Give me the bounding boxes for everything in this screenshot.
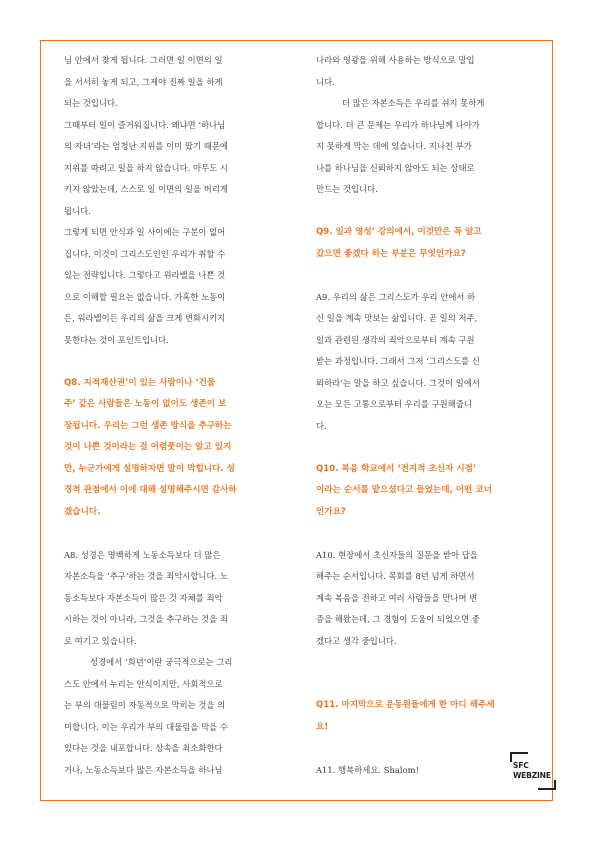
body-paragraph bbox=[64, 222, 278, 351]
body-paragraph bbox=[316, 287, 530, 438]
text-line: 든, 워라밸이든 우리의 삶을 크게 변화시키지 bbox=[64, 313, 226, 323]
spacer bbox=[316, 652, 530, 674]
text-line: 는 부의 대물림이 자동적으로 막히는 것을 의 bbox=[64, 700, 226, 710]
spacer bbox=[316, 523, 530, 545]
logo-text bbox=[513, 761, 551, 780]
text-line: A10. 현장에서 초신자들의 질문을 받아 답을 bbox=[316, 549, 478, 560]
body-paragraph bbox=[64, 50, 278, 115]
text-line: 되는 것입니다. bbox=[64, 98, 118, 108]
question-line: 겠습니다. bbox=[64, 506, 101, 517]
spacer bbox=[64, 351, 278, 373]
question-line: 이라는 순서를 맡으셨다고 들었는데, 어떤 코너 bbox=[316, 485, 492, 495]
body-paragraph bbox=[316, 50, 530, 93]
text-line: 으로 이해할 필요는 없습니다. 가혹한 노동이 bbox=[64, 291, 226, 302]
question-line: Q10. 복음 학교에서 ‘전지적 초신자 시점’ bbox=[316, 463, 477, 474]
sfc-webzine-logo bbox=[510, 752, 556, 790]
text-line: 받는 과정입니다. 그래서 그저 ‘그리스도를 신 bbox=[316, 356, 480, 366]
question-line: 주’ 같은 사람들은 노동이 없이도 생존이 보 bbox=[64, 399, 227, 409]
text-line: 지 못하게 막는 데에 있습니다. 지나친 부가 bbox=[316, 141, 472, 151]
question-line: 인가요? bbox=[316, 506, 346, 517]
text-line: 못한다는 것이 포인트입니다. bbox=[64, 334, 169, 345]
question-heading bbox=[316, 459, 530, 524]
text-line: 미합니다. 이는 우리가 부의 대물림을 막을 수 bbox=[64, 721, 228, 732]
question-line: 요! bbox=[316, 721, 329, 732]
text-line: 증을 해왔는데, 그 경험이 도움이 되었으면 좋 bbox=[316, 614, 480, 624]
body-paragraph bbox=[64, 545, 278, 653]
logo-bracket-bottom bbox=[538, 780, 556, 790]
text-line: 다. bbox=[316, 420, 327, 431]
text-line: 니다. bbox=[316, 76, 335, 87]
text-line: 집니다. 이것이 그리스도인인 우리가 취할 수 bbox=[64, 248, 226, 259]
right-column bbox=[316, 50, 530, 781]
spacer bbox=[64, 523, 278, 545]
question-line: 장됩니다. 우리는 그런 생존 방식을 추구하는 bbox=[64, 420, 232, 431]
text-line: 나를 하나님을 신뢰하지 않아도 되는 상태로 bbox=[316, 162, 475, 173]
question-line: Q11. 마지막으로 운동원들에게 한 마디 해주세 bbox=[316, 700, 495, 710]
text-line: A11. 행복하세요. Shalom! bbox=[316, 764, 419, 775]
spacer bbox=[316, 437, 530, 459]
question-heading bbox=[64, 373, 278, 524]
text-line: 의 자녀’라는 엄청난 지위를 이미 땄기 때문에 bbox=[64, 141, 228, 151]
spacer bbox=[316, 201, 530, 223]
question-line: 만, 누군가에게 설명하자면 말이 막힙니다. 성 bbox=[64, 463, 235, 474]
logo-line-1: SFC bbox=[513, 761, 529, 770]
body-paragraph bbox=[316, 545, 530, 653]
text-line: 자본소득을 ‘추구’하는 것을 죄악시합니다. 노 bbox=[64, 571, 228, 581]
left-column bbox=[64, 50, 278, 781]
text-line: A8. 성경은 명백하게 노동소득보다 더 많은 bbox=[64, 549, 221, 560]
text-line: 지위를 따려고 일을 하지 않습니다. 아무도 시 bbox=[64, 162, 228, 173]
text-line: 그렇게 되면 안식과 일 사이에는 구분이 없어 bbox=[64, 227, 226, 237]
text-line: 해주는 순서입니다. 목회를 8년 넘게 하면서 bbox=[316, 571, 475, 581]
text-line: 을 서서히 놓게 되고, 그제야 진짜 일을 하게 bbox=[64, 76, 223, 87]
question-line: Q8. 지적재산권’이 있는 사람이나 ‘건물 bbox=[64, 377, 216, 388]
text-line: 있다는 것을 내포합니다. 상속을 최소화한다 bbox=[64, 743, 223, 753]
logo-line-2: WEBZINE bbox=[513, 770, 551, 780]
spacer bbox=[316, 738, 530, 760]
text-line: 님 안에서 찾게 됩니다. 그러면 일 이면의 일 bbox=[64, 55, 223, 65]
text-line: 그때부터 일이 즐거워집니다. 왜냐면 ‘하나님 bbox=[64, 119, 226, 130]
question-heading bbox=[316, 695, 530, 738]
text-line: 만드는 것입니다. bbox=[316, 184, 378, 194]
text-line: 겠다고 생각 중입니다. bbox=[316, 635, 397, 646]
text-line: 동소득보다 자본소득이 많은 것 자체를 죄악 bbox=[64, 592, 223, 603]
spacer bbox=[316, 265, 530, 287]
text-line: 계속 복음을 전하고 여러 사람들을 만나며 변 bbox=[316, 592, 478, 603]
text-line: 신 일을 계속 맛보는 삶입니다. 곧 일의 저주, bbox=[316, 313, 478, 323]
text-line: 됩니다. bbox=[64, 205, 91, 216]
spacer bbox=[316, 674, 530, 696]
text-line: 합니다. 더 큰 문제는 우리가 하나님께 나아가 bbox=[316, 119, 480, 130]
question-line: 것이 나쁜 것이라는 걸 어렴풋이는 알고 있지 bbox=[64, 442, 232, 452]
text-line: 키지 않았는데, 스스로 일 이면의 일을 버리게 bbox=[64, 184, 228, 194]
text-line: 스도 안에서 누리는 안식이지만, 사회적으로 bbox=[64, 678, 223, 689]
body-paragraph bbox=[64, 652, 278, 781]
body-paragraph bbox=[64, 115, 278, 223]
text-line: 더 많은 자본소득은 우리를 쉬지 못하게 bbox=[342, 98, 485, 108]
text-line: 나라와 영광을 위해 사용하는 방식으로 말입 bbox=[316, 55, 475, 65]
text-line: 시하는 것이 아니라, 그것을 추구하는 것을 죄 bbox=[64, 614, 228, 624]
text-line: 오는 모든 고통으로부터 우리를 구원해줍니 bbox=[316, 399, 472, 409]
text-line: 로 여기고 있습니다. bbox=[64, 635, 137, 646]
text-line: 있는 전략입니다. 그렇다고 위라밸을 나쁜 것 bbox=[64, 270, 226, 280]
body-paragraph bbox=[316, 93, 530, 201]
body-paragraph bbox=[316, 760, 530, 782]
text-line: A9. 우리의 삶은 그리스도가 우리 안에서 하 bbox=[316, 291, 476, 302]
text-line: 거나, 노동소득보다 많은 자본소득을 하나님 bbox=[64, 764, 223, 775]
question-line: 갔으면 좋겠다 하는 부분은 무엇인가요? bbox=[316, 248, 466, 259]
question-heading bbox=[316, 222, 530, 265]
question-line: 경적 관점에서 이에 대해 설명해주시면 감사하 bbox=[64, 485, 237, 495]
question-line: Q9. 일과 영성’ 강의에서, 이것만은 꼭 알고 bbox=[316, 227, 482, 237]
text-line: 일과 관련된 생각의 죄악으로부터 계속 구원 bbox=[316, 334, 475, 345]
text-line: 성경에서 ‘희년’이란 궁극적으로는 그리 bbox=[90, 657, 233, 667]
text-line: 뢰하라’는 말을 하고 싶습니다. 그것이 일에서 bbox=[316, 377, 480, 388]
